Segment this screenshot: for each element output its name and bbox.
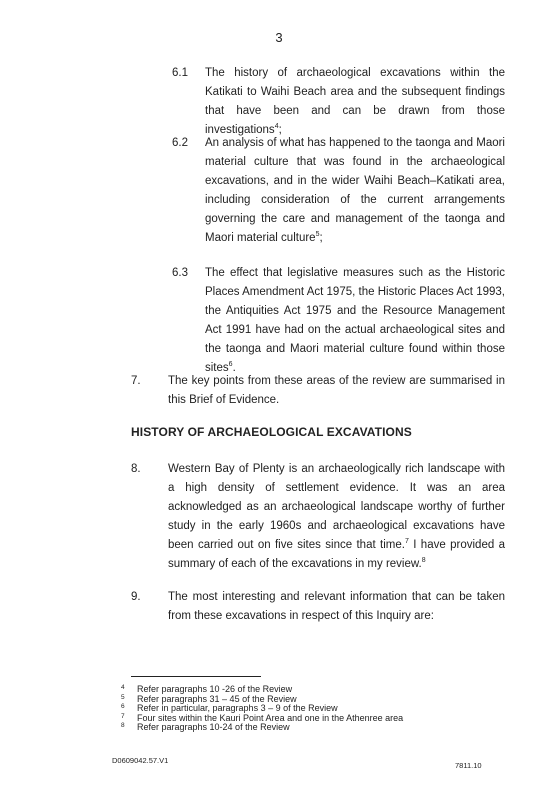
section-heading: HISTORY OF ARCHAEOLOGICAL EXCAVATIONS xyxy=(131,425,412,439)
paragraph-text: The key points from these areas of the review are summarised in this Brief of Evidence. xyxy=(168,375,505,406)
paragraph-text-a: Western Bay of Plenty is an archaeologically rich landscape with a high density of settlement evidence. It was an area acknowledged as an archaeological landscape worthy of further study in the early 1960s and archaeological excavations have been carried out on five sites since that time. xyxy=(168,463,505,551)
paragraph-number: 6.2 xyxy=(172,137,188,149)
footnote-text: Refer in particular, paragraphs 3 – 9 of the Review xyxy=(137,703,338,714)
footnote-ref: 4 xyxy=(274,123,279,131)
footnote-number: 8 xyxy=(121,722,125,730)
paragraph-number: 9. xyxy=(131,591,141,603)
page-number: 3 xyxy=(275,30,283,45)
footnote-text: Refer paragraphs 10-24 of the Review xyxy=(137,722,290,733)
paragraph-text xyxy=(168,460,505,574)
footnote-number: 7 xyxy=(121,712,125,720)
paragraph-text-a: The effect that legislative measures such as the Historic Places Amendment Act 1975, the Historic Places Act 1993, the Antiquities Act 1975 and the Resource Management Act 1991 have had on the actual archaeological sites and the taonga and Maori material culture found within those sites xyxy=(205,267,505,374)
paragraph-number: 6.3 xyxy=(172,267,188,279)
paragraph-text-b: I have provided a summary of each of the excavations in my review. xyxy=(168,539,505,570)
paragraph-text-b: ; xyxy=(278,124,282,136)
footnote-text: Four sites within the Kauri Point Area and one in the Athenree area xyxy=(137,712,404,723)
document-code: 7811.10 xyxy=(455,761,482,770)
paragraph-text xyxy=(205,134,505,248)
footnote-ref: 7 xyxy=(404,538,409,546)
footnote-number: 4 xyxy=(121,684,125,691)
paragraph-text-b: ; xyxy=(319,232,323,244)
paragraph-text xyxy=(205,264,505,378)
footnote-ref: 6 xyxy=(228,361,233,369)
document-id: D0609042.57.V1 xyxy=(112,756,169,765)
paragraph-text-a: The history of archaeological excavations within the Katikati to Waihi Beach area and the subsequent findings that have been and can be drawn from those investigations xyxy=(205,67,505,136)
paragraph-number: 6.1 xyxy=(172,67,188,79)
paragraph-text xyxy=(205,64,505,140)
footnote-divider xyxy=(131,676,261,677)
paragraph-text: The most interesting and relevant information that can be taken from these excavations in respect of this Inquiry are: xyxy=(168,591,505,622)
footnote-number: 6 xyxy=(121,703,125,711)
paragraph-text-b: . xyxy=(232,362,236,374)
footnote-ref: 8 xyxy=(421,557,426,565)
paragraph-text-a: An analysis of what has happened to the taonga and Maori material culture that was found in the archaeological excavations, and in the wider Waihi Beach–Katikati area, including consideration of the current arrangements governing the care and management of the taonga and Maori material culture xyxy=(205,137,505,244)
footnote-ref: 5 xyxy=(315,231,320,239)
footnote-text: Refer paragraphs 31 – 45 of the Review xyxy=(137,693,297,704)
footnote-number: 5 xyxy=(121,693,125,701)
paragraph-number: 8. xyxy=(131,463,141,475)
paragraph-number: 7. xyxy=(131,375,141,387)
footnote-text: Refer paragraphs 10 -26 of the Review xyxy=(137,684,293,694)
